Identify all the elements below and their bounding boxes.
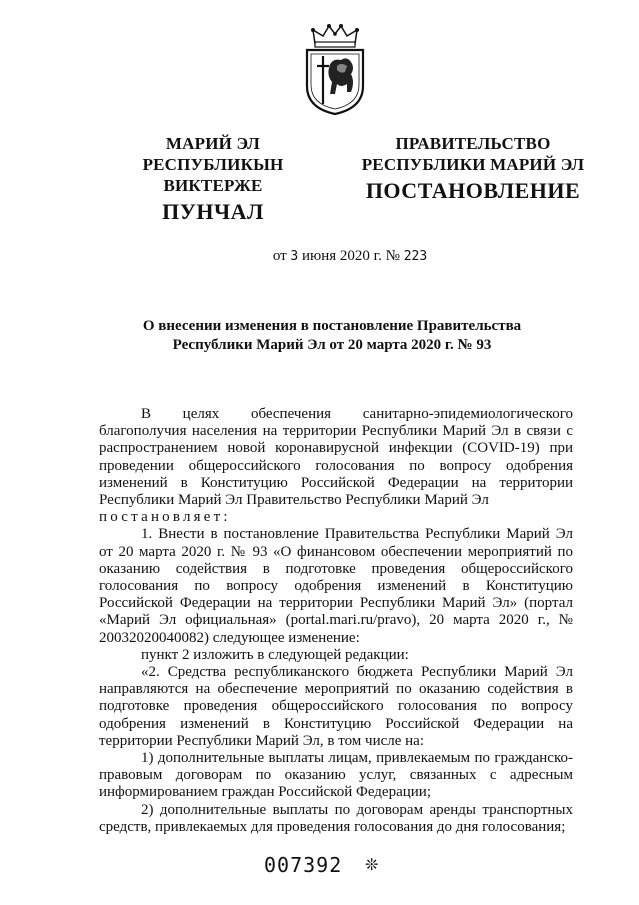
- header-right-line1: ПРАВИТЕЛЬСТВО: [395, 134, 551, 153]
- serial-mark: ❊: [365, 857, 379, 874]
- header-left-line1: МАРИЙ ЭЛ РЕСПУБЛИКЫН: [142, 134, 284, 174]
- serial-number: 007392: [264, 853, 343, 877]
- paragraph-item1: 1. Внести в постановление Правительства Республики Марий Эл от 20 марта 2020 г. № 93 «О финансовом обеспечении мероприятий по оказанию содействия в подготовке проведения общероссийского голосования по вопросу одобрения изменений в Конституцию Российской Федерации на территории Республики Марий Эл» (портал «Марий Эл официальная» (portal.mari.ru/pravo), 20 марта 2020 г., № 20032020040082) следующее изменение:: [99, 526, 573, 646]
- paragraph-item-instruction: пункт 2 изложить в следующей редакции:: [141, 646, 409, 663]
- document-subject: [120, 317, 544, 355]
- header-left-doc-type: ПУНЧАЛ: [162, 199, 264, 224]
- subject-line1: О внесении изменения в постановление Правительства: [142, 318, 522, 334]
- document-body: [99, 406, 573, 836]
- date-day: 3: [290, 249, 299, 264]
- date-prefix: от: [272, 248, 287, 264]
- header-left: [95, 133, 331, 227]
- paragraph-new-clause2: «2. Средства республиканского бюджета Республики Марий Эл направляются на обеспечение мероприятий по оказанию содействия в подготовке проведения общероссийского голосования по вопросу одобрения изменений в Конституцию Российской Федерации на территории Республики Марий Эл, в том числе на:: [99, 664, 573, 749]
- document-number: 223: [403, 249, 428, 264]
- paragraph-subitem2: 2) дополнительные выплаты по договорам аренды транспортных средств, привлекаемых для проведения голосования до дня голосования;: [99, 801, 573, 835]
- paragraph-subitem1: 1) дополнительные выплаты лицам, привлекаемым по гражданско-правовым договорам по оказанию услуг, связанных с адресным информированием граждан Российской Федерации;: [99, 750, 573, 801]
- paragraph-preamble: В целях обеспечения санитарно-эпидемиологического благополучия населения на территории Республики Марий Эл в связи с распространением новой коронавирусной инфекции (COVID-19) при проведении общероссийского голосования по вопросу одобрения изменений в Конституцию Российской Федерации на территории Республики Марий Эл Правительство Республики Марий Эл: [99, 406, 573, 509]
- header-right-doc-type: ПОСТАНОВЛЕНИЕ: [365, 178, 581, 203]
- paragraph-resolves: постановляет:: [99, 509, 231, 526]
- coat-of-arms-icon: [301, 22, 369, 116]
- subject-line2: Республики Марий Эл от 20 марта 2020 г. № 93: [172, 337, 492, 353]
- header-right: [347, 133, 599, 206]
- header-right-line2: РЕСПУБЛИКИ МАРИЙ ЭЛ: [361, 155, 585, 174]
- header-left-line2: ВИКТЕРЖЕ: [163, 176, 263, 195]
- date-month-year: июня 2020 г. №: [302, 248, 400, 264]
- document-date: [230, 248, 470, 265]
